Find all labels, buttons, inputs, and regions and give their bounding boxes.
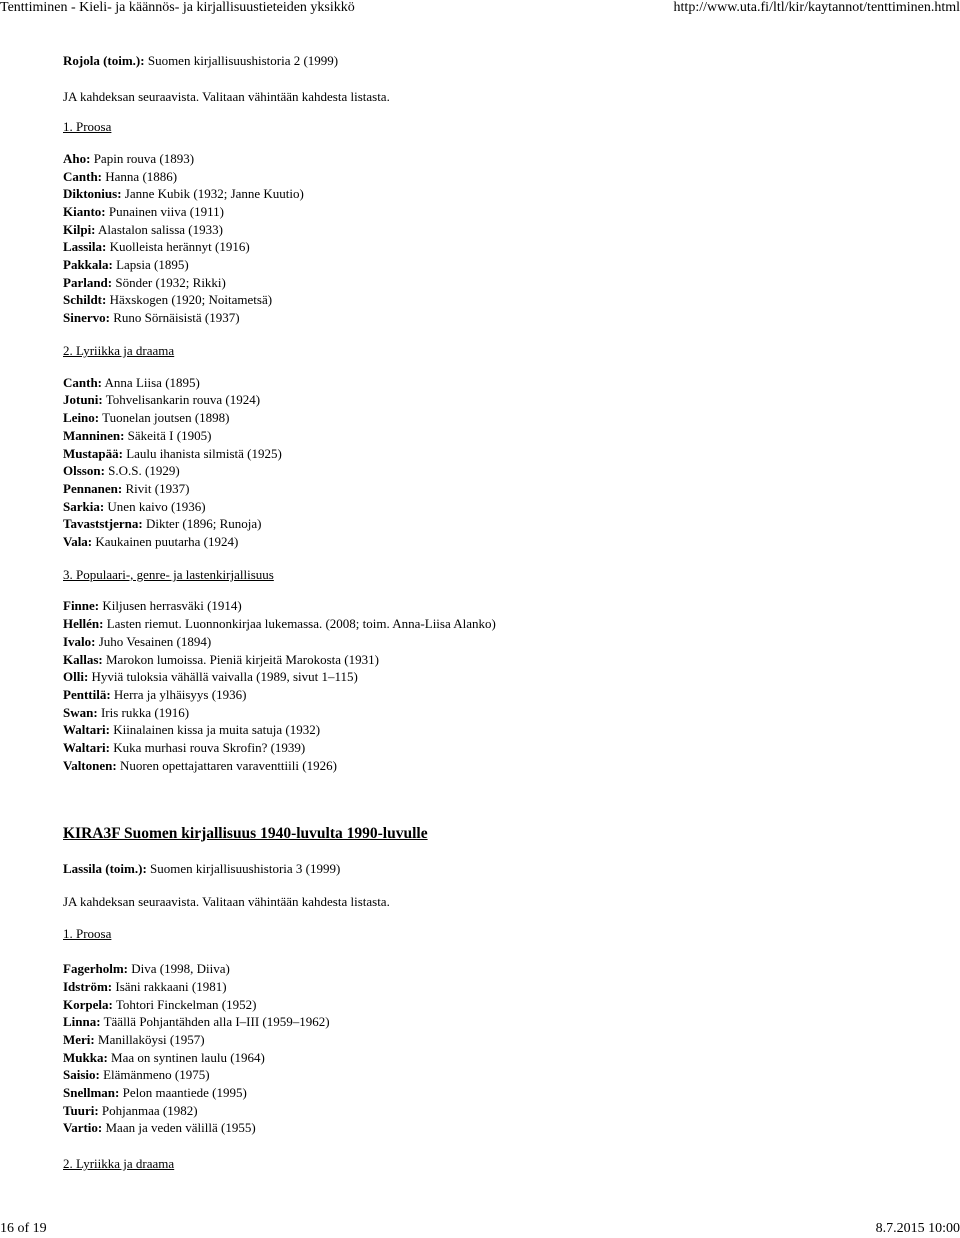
list-item: Lassila: Kuolleista herännyt (1916) [63, 239, 250, 254]
list-item: Linna: Täällä Pohjantähden alla I–III (1959–1962) [63, 1014, 330, 1029]
list-item: Pakkala: Lapsia (1895) [63, 257, 189, 272]
list-item: Hellén: Lasten riemut. Luonnonkirjaa lukemassa. (2008; toim. Anna-Liisa Alanko) [63, 616, 496, 631]
list-item: Sinervo: Runo Sörnäisistä (1937) [63, 310, 240, 325]
list-item: Vala: Kaukainen puutarha (1924) [63, 534, 239, 549]
list-item: Jotuni: Tohvelisankarin rouva (1924) [63, 392, 261, 407]
list-item: Waltari: Kuka murhasi rouva Skrofin? (1939) [63, 740, 306, 755]
list-item: Idström: Isäni rakkaani (1981) [63, 979, 227, 994]
list-item: Kallas: Marokon lumoissa. Pieniä kirjeitä Marokosta (1931) [63, 652, 379, 667]
list-item: Snellman: Pelon maantiede (1995) [63, 1085, 247, 1100]
source-title: Suomen kirjallisuushistoria 2 (1999) [144, 53, 339, 68]
list-item: Mustapää: Laulu ihanista silmistä (1925) [63, 446, 282, 461]
list-item: Olli: Hyviä tuloksia vähällä vaivalla (1989, sivut 1–115) [63, 669, 358, 684]
list-item: Ivalo: Juho Vesainen (1894) [63, 634, 212, 649]
list-item: Kianto: Punainen viiva (1911) [63, 204, 224, 219]
list-item: Meri: Manillaköysi (1957) [63, 1032, 205, 1047]
list-item: Tavaststjerna: Dikter (1896; Runoja) [63, 516, 262, 531]
list-item: Olsson: S.O.S. (1929) [63, 463, 180, 478]
list-item: Fagerholm: Diva (1998, Diiva) [63, 961, 230, 976]
list-item: Manninen: Säkeitä I (1905) [63, 428, 212, 443]
list-item: Saisio: Elämänmeno (1975) [63, 1067, 210, 1082]
course-heading: KIRA3F Suomen kirjallisuus 1940-luvulta 1990-luvulle [63, 825, 428, 842]
list-item: Waltari: Kiinalainen kissa ja muita satuja (1932) [63, 722, 321, 737]
list-item: Leino: Tuonelan joutsen (1898) [63, 410, 230, 425]
source-line [63, 861, 340, 877]
section-link-lyriikka[interactable]: 2. Lyriikka ja draama [63, 343, 175, 358]
list-item: Sarkia: Unen kaivo (1936) [63, 499, 206, 514]
section-link-lyriikka[interactable]: 2. Lyriikka ja draama [63, 1156, 175, 1171]
list-item: Mukka: Maa on syntinen laulu (1964) [63, 1050, 265, 1065]
list-item: Tuuri: Pohjanmaa (1982) [63, 1103, 198, 1118]
list-item: Aho: Papin rouva (1893) [63, 151, 195, 166]
list-item: Penttilä: Herra ja ylhäisyys (1936) [63, 687, 247, 702]
list-item: Swan: Iris rukka (1916) [63, 705, 190, 720]
source-line [63, 53, 338, 69]
instruction: JA kahdeksan seuraavista. Valitaan vähintään kahdesta listasta. [63, 89, 390, 104]
list-item: Finne: Kiljusen herrasväki (1914) [63, 598, 242, 613]
section-link-proosa[interactable]: 1. Proosa [63, 926, 112, 941]
source-title: Suomen kirjallisuushistoria 3 (1999) [146, 861, 341, 876]
instruction: JA kahdeksan seuraavista. Valitaan vähintään kahdesta listasta. [63, 894, 390, 909]
list-item: Diktonius: Janne Kubik (1932; Janne Kuutio) [63, 186, 304, 201]
source-author: Rojola (toim.): [63, 53, 145, 68]
page-url: http://www.uta.fi/ltl/kir/kaytannot/tenttiminen.html [673, 0, 960, 15]
source-author: Lassila (toim.): [63, 861, 147, 876]
browser-page-title: Tenttiminen - Kieli- ja käännös- ja kirjallisuustieteiden yksikkö [0, 0, 355, 15]
print-datetime: 8.7.2015 10:00 [875, 1221, 960, 1236]
section-link-proosa[interactable]: 1. Proosa [63, 119, 112, 134]
list-item: Valtonen: Nuoren opettajattaren varaventtiili (1926) [63, 758, 337, 773]
page-number: 16 of 19 [0, 1221, 47, 1236]
list-item: Pennanen: Rivit (1937) [63, 481, 190, 496]
list-item: Korpela: Tohtori Finckelman (1952) [63, 997, 257, 1012]
list-item: Canth: Hanna (1886) [63, 169, 178, 184]
section-link-populaari[interactable]: 3. Populaari-, genre- ja lastenkirjallisuus [63, 567, 274, 582]
list-item: Vartio: Maan ja veden välillä (1955) [63, 1120, 256, 1135]
list-item: Kilpi: Alastalon salissa (1933) [63, 222, 223, 237]
list-item: Parland: Sönder (1932; Rikki) [63, 275, 226, 290]
list-item: Schildt: Häxskogen (1920; Noitametsä) [63, 292, 273, 307]
list-item: Canth: Anna Liisa (1895) [63, 375, 200, 390]
